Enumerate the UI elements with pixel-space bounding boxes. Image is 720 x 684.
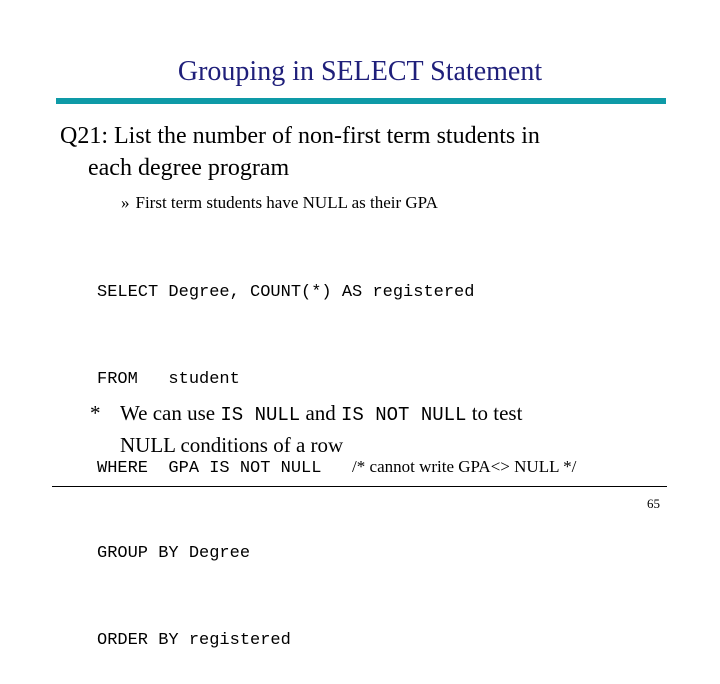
- sql-where-code: WHERE GPA IS NOT NULL: [97, 459, 353, 478]
- note-line-2: NULL conditions of a row: [120, 433, 344, 457]
- sql-line-group-by: GROUP BY Degree: [97, 544, 251, 563]
- sub-bullet: [121, 192, 438, 214]
- note-text-1: We can use: [120, 401, 221, 425]
- question-line-1: Q21: List the number of non-first term students in: [60, 123, 540, 149]
- sub-bullet-text: First term students have NULL as their GPA: [135, 193, 438, 212]
- sql-line-from: FROM student: [97, 370, 240, 389]
- note-text-3: to test: [466, 401, 523, 425]
- slide-title: Grouping in SELECT Statement: [177, 56, 543, 87]
- note-code-is-not-null: IS NOT NULL: [341, 404, 467, 426]
- sub-bullet-marker: »: [121, 193, 130, 212]
- sql-where-comment: /* cannot write GPA<> NULL */: [352, 457, 577, 476]
- note-text-2: and: [300, 401, 342, 425]
- question-line-2: each degree program: [88, 155, 290, 181]
- note-code-is-null: IS NULL: [220, 404, 301, 426]
- note-bullet-marker: *: [90, 401, 101, 425]
- sql-line-select: SELECT Degree, COUNT(*) AS registered: [97, 283, 475, 302]
- title-underline-bar: [56, 98, 666, 104]
- sql-line-order-by: ORDER BY registered: [97, 631, 291, 650]
- page-number: 65: [647, 496, 660, 511]
- question-text: [60, 120, 680, 184]
- footer-divider: [52, 486, 667, 487]
- null-note: [90, 398, 650, 460]
